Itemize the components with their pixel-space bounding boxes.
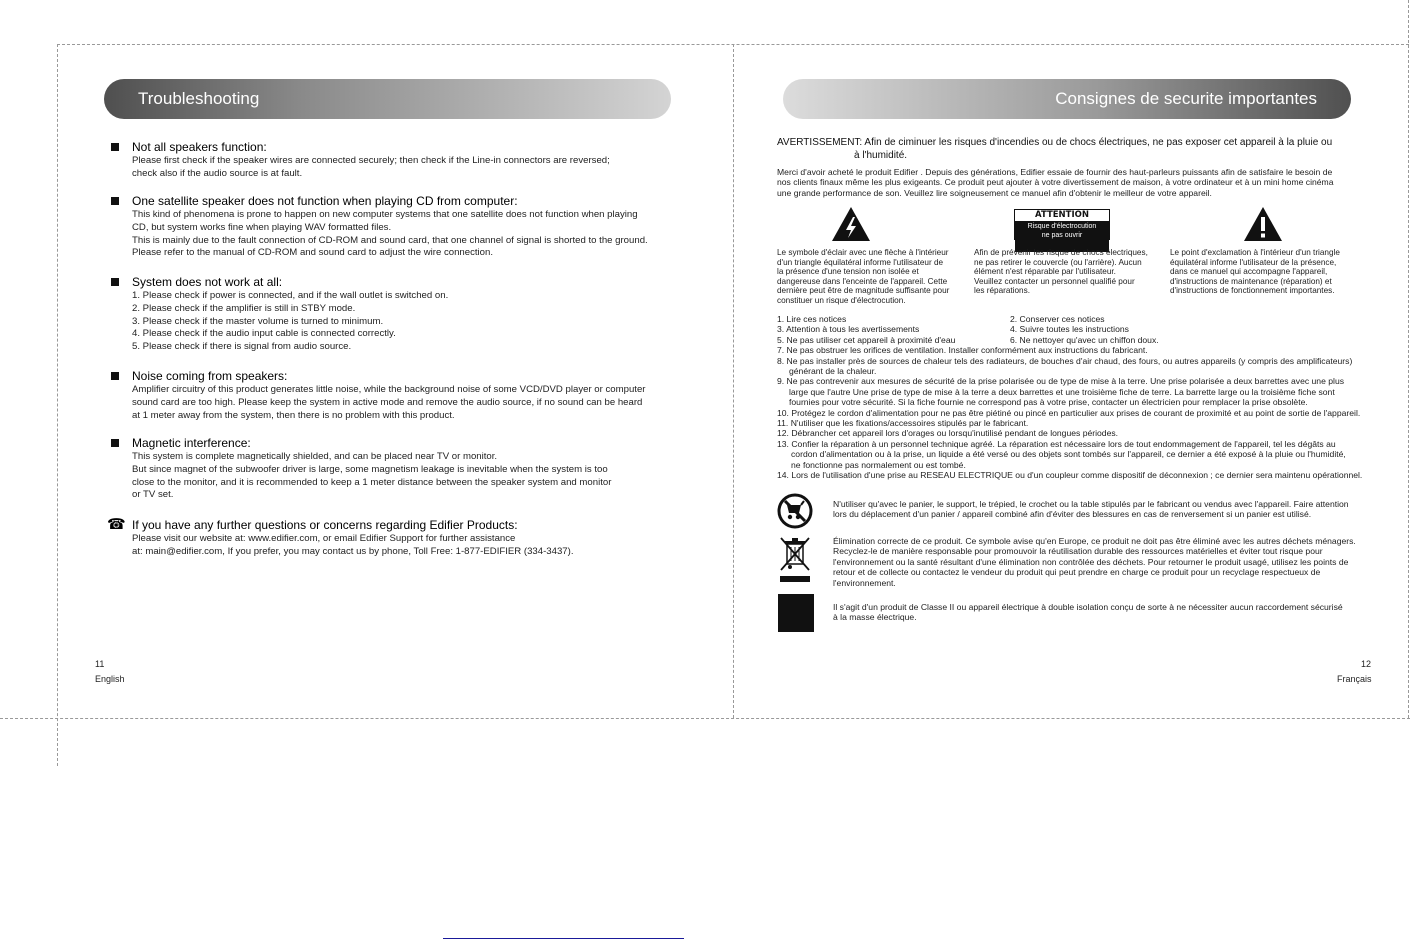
symbol-line: retour et de collecte ou contactez le vendeur du produit qui peut prendre en charge ce produit pour un recyclage respectueux de bbox=[833, 567, 1321, 578]
instruction-pair bbox=[777, 314, 1362, 324]
page-number: 12 bbox=[1361, 659, 1372, 669]
intro-paragraph bbox=[777, 167, 1334, 198]
desc-line: Le symbole d'éclair avec une flèche à l'intérieur bbox=[777, 248, 949, 257]
desc-line: dangereuse dans l'enceinte de l'appareil. Cette bbox=[777, 276, 948, 286]
page-language: Français bbox=[1337, 674, 1372, 684]
right-page bbox=[733, 44, 1409, 718]
desc-line: d'un triangle équilatéral informe l'utilisateur de bbox=[777, 257, 944, 267]
instruction-line: 14. Lors de l'utilisation d'une prise au RESEAU ELECTRIQUE ou d'un coupleur comme dispositif de déconnexion ; ce dernier sera maintenu opérationnel. bbox=[777, 470, 1363, 481]
instruction-item: 5. Ne pas utiliser cet appareil à proximité d'eau bbox=[777, 334, 956, 345]
ts-section-satellite bbox=[109, 194, 648, 260]
instruction-line: 7. Ne pas obstruer les orifices de ventilation. Installer conformément aux instructions du fabricant. bbox=[777, 345, 1148, 356]
desc-line: constituer un risque d'électrocution. bbox=[777, 295, 906, 305]
symbol-line: Recyclez-le de manière responsable pour promouvoir la réutilisation durable des ressources matérielles et éviter tout risque pour bbox=[833, 546, 1323, 557]
instruction-line: 12. Débrancher cet appareil lors d'orages ou lorsqu'inutilisé pendant de longues périodes. bbox=[777, 428, 1119, 439]
body-line: 4. Please check if the audio input cable is connected correctly. bbox=[132, 328, 396, 340]
intro-line: nos clients finaux même les plus exigeants. Ce produit peut ajouter à votre divertissement de maison, à votre ordinateur et à un mini home cinéma bbox=[777, 177, 1334, 188]
bottom-rule bbox=[443, 938, 684, 939]
body-line: check also if the audio source is at fault. bbox=[132, 167, 303, 179]
warning-header bbox=[777, 137, 1332, 162]
ts-section-system bbox=[109, 275, 448, 354]
section-body bbox=[109, 290, 448, 354]
section-title: Noise coming from speakers: bbox=[132, 369, 288, 383]
symbol-line: lors du déplacement d'un panier / appareil combiné afin d'éviter des blessures en cas de renversement si un panier est utilisé. bbox=[833, 509, 1312, 520]
body-line: Amplifier circuitry of this product generates little noise, while the background noise of some VCD/DVD player or computer bbox=[132, 384, 646, 395]
class-ii-text bbox=[833, 602, 1343, 623]
body-line: Please first check if the speaker wires are connected securely; then check if the Line-in connectors are reversed; bbox=[132, 155, 610, 166]
desc-line: équilatéral informe l'utilisateur de la présence, bbox=[1170, 257, 1337, 267]
section-body bbox=[109, 533, 574, 559]
left-page bbox=[57, 44, 733, 718]
section-title: If you have any further questions or concerns regarding Edifier Products: bbox=[132, 518, 518, 532]
instruction-line: 13. Confier la réparation à un personnel technique agréé. La réparation est nécessaire lors de tout endommagement de l'appareil, tel les dégâts au bbox=[777, 438, 1336, 449]
cart-warning-text bbox=[833, 499, 1349, 520]
safety-banner: Consignes de securite importantes bbox=[783, 79, 1351, 119]
lightning-description bbox=[777, 248, 949, 306]
body-line: at 1 meter away from the system, then there is no problem with this product. bbox=[132, 409, 455, 421]
body-line: This kind of phenomena is prone to happen on new computer systems that one satellite does not function when playing bbox=[132, 209, 638, 220]
instruction-line: 8. Ne pas installer près de sources de chaleur tels des radiateurs, de bouches d'air chaud, des fours, ou autres appareils (y compris des amplificateurs) bbox=[777, 355, 1353, 366]
body-line: Please refer to the manual of CD-ROM and sound card to adjust the wire connection. bbox=[132, 247, 494, 259]
desc-line: d'instructions de fonctionnement importantes. bbox=[1170, 286, 1335, 296]
body-line: 1. Please check if power is connected, and if the wall outlet is switched on. bbox=[132, 290, 449, 301]
safety-instructions bbox=[777, 314, 1362, 480]
square-bullet-icon bbox=[111, 278, 119, 286]
desc-line: dernière peut être de magnitude suffisante pour bbox=[777, 286, 950, 296]
disposal-text bbox=[833, 536, 1356, 588]
page-language: English bbox=[95, 674, 125, 684]
desc-line: ne pas retirer le couvercle (ou l'arrière). Aucun bbox=[974, 257, 1142, 267]
warning-line: AVERTISSEMENT: Afin de ciminuer les risques d'incendies ou de chocs électriques, ne pas exposer cet appareil à la pluie ou bbox=[777, 137, 1333, 148]
section-title: System does not work at all: bbox=[132, 275, 283, 289]
body-line: 2. Please check if the amplifier is still in STBY mode. bbox=[132, 302, 356, 314]
instruction-line: cordon d'alimentation ou à la prise, un liquide a été versé ou des objets sont tombés sur l'appareil, ce dernier a été exposé à la pluie ou l'humidité, bbox=[791, 449, 1346, 460]
instruction-line: générant de la chaleur. bbox=[789, 365, 877, 376]
section-title: One satellite speaker does not function when playing CD from computer: bbox=[132, 194, 518, 208]
instruction-pair bbox=[777, 324, 1362, 334]
instruction-pair bbox=[777, 335, 1362, 345]
instruction-line: 11. N'utiliser que les fixations/accessoires stipulés par le fabricant. bbox=[777, 418, 1029, 429]
body-line: sound card are too high. Please keep the system in active mode and remove the audio source, if no sound can be heard bbox=[132, 396, 643, 408]
instruction-item: 4. Suivre toutes les instructions bbox=[1010, 324, 1129, 335]
section-body bbox=[109, 209, 648, 260]
desc-line: Veuillez contacter un personnel qualifié pour bbox=[974, 276, 1135, 286]
body-line: CD, but system works fine when playing WAV formatted files. bbox=[132, 221, 392, 233]
instruction-line: ne fonctionne pas normalement ou est tombé. bbox=[791, 459, 966, 470]
symbol-line: l'environnement. bbox=[833, 577, 896, 588]
instruction-line: large que l'autre Une prise de type de mise à la terre a deux barrettes et une troisième fiche de terre. La barrette large ou la troisième fiche sont bbox=[789, 386, 1335, 397]
desc-line: dans ce manuel qui accompagne l'appareil, bbox=[1170, 267, 1328, 277]
instruction-line: 10. Protégez le cordon d'alimentation pour ne pas être piétiné ou pincé en particulier aux prises de courant de proximité et au point de sortie de l'appareil. bbox=[777, 407, 1361, 418]
section-body bbox=[109, 384, 646, 422]
class-ii-square-icon bbox=[778, 594, 814, 632]
exclamation-description bbox=[1170, 248, 1340, 296]
cart-warning-icon bbox=[777, 493, 813, 529]
symbol-line: à la masse électrique. bbox=[833, 612, 917, 623]
body-line: This system is complete magnetically shielded, and can be placed near TV or monitor. bbox=[132, 451, 498, 462]
attention-description bbox=[974, 248, 1148, 296]
square-bullet-icon bbox=[111, 439, 119, 447]
attention-title: ATTENTION bbox=[1015, 210, 1109, 222]
desc-line: Le point d'exclamation à l'intérieur d'un triangle bbox=[1170, 248, 1340, 257]
ts-section-magnetic bbox=[109, 436, 611, 502]
symbol-line: Élimination correcte de ce produit. Ce symbole avise qu'en Europe, ce produit ne doit pas être éliminé avec les autres déchets ménagers. bbox=[833, 536, 1356, 546]
body-line: 5. Please check if there is signal from audio source. bbox=[132, 341, 352, 353]
troubleshooting-banner: Troubleshooting bbox=[104, 79, 671, 119]
desc-line: d'instructions de maintenance (réparation) et bbox=[1170, 276, 1332, 286]
page-number: 11 bbox=[95, 659, 105, 669]
body-line: This is mainly due to the fault connection of CD-ROM and sound card, that one channel of signal is shorted to the ground. bbox=[132, 234, 648, 246]
section-body bbox=[109, 155, 610, 181]
instruction-item: 1. Lire ces notices bbox=[777, 314, 847, 324]
section-title: Not all speakers function: bbox=[132, 140, 267, 154]
attention-line: ne pas ouvrir bbox=[1041, 231, 1083, 239]
exclamation-triangle-icon bbox=[1243, 206, 1283, 242]
warning-line: à l'humidité. bbox=[854, 149, 908, 161]
desc-line: les réparations. bbox=[974, 286, 1030, 296]
desc-line: la présence d'une tension non isolée et bbox=[777, 267, 919, 277]
instruction-line: fournies pour votre sécurité. Si la fiche fournie ne correspond pas à votre prise, contacter un électricien pour remplacer la prise obsolète. bbox=[789, 397, 1308, 408]
symbol-line: Il s'agit d'un produit de Classe II ou appareil électrique à double isolation conçu de sorte à ne nécessiter aucun raccordement sécurisé bbox=[833, 602, 1343, 612]
square-bullet-icon bbox=[111, 372, 119, 380]
instruction-line: 9. Ne pas contrevenir aux mesures de sécurité de la prise polarisée ou de type de mise à la terre. Une prise polarisée a deux barrettes avec une plus bbox=[777, 376, 1345, 387]
body-line: Please visit our website at: www.edifier.com, or email Edifier Support for further assistance bbox=[132, 533, 516, 544]
section-body bbox=[109, 451, 611, 502]
intro-line: Merci d'avoir acheté le produit Edifier . Depuis des générations, Edifier essaie de fournir des haut-parleurs puissants afin de satisfaire le besoin de bbox=[777, 167, 1333, 177]
body-line: close to the monitor, and it is recommended to keep a 1 meter distance between the speaker system and monitor bbox=[132, 476, 612, 488]
lightning-triangle-icon bbox=[831, 206, 871, 242]
body-line: 3. Please check if the master volume is turned to minimum. bbox=[132, 315, 384, 327]
desc-line: élément n'est réparable par l'utilisateur. bbox=[974, 267, 1116, 277]
attention-box-icon bbox=[1014, 209, 1110, 240]
attention-line: Risque d'électrocution bbox=[1027, 223, 1097, 230]
phone-icon: ☎ bbox=[107, 516, 126, 533]
symbol-line: l'environnement ou la santé résultant d'une élimination non contrôlée des déchets. Pour retourner le produit usagé, utilisez les points de bbox=[833, 556, 1349, 567]
instruction-item: 6. Ne nettoyer qu'avec un chiffon doux. bbox=[1010, 334, 1159, 345]
instruction-item: 3. Attention à tous les avertissements bbox=[777, 324, 920, 335]
square-bullet-icon bbox=[111, 197, 119, 205]
square-bullet-icon bbox=[111, 143, 119, 151]
instruction-item: 2. Conserver ces notices bbox=[1010, 314, 1105, 324]
body-line: at: main@edifier.com, If you prefer, you may contact us by phone, Toll Free: 1-877-EDIFIER (334-3437). bbox=[132, 545, 574, 557]
symbol-line: N'utiliser qu'avec le panier, le support, le trépied, le crochet ou la table stipulés par le fabricant ou vendus avec l'appareil. Faire attention bbox=[833, 499, 1349, 509]
body-line: or TV set. bbox=[132, 489, 174, 501]
crop-line-bottom bbox=[0, 718, 1410, 719]
desc-line: Afin de prévenir les risque de chocs électriques, bbox=[974, 248, 1148, 257]
ts-section-noise bbox=[109, 369, 646, 422]
body-line: But since magnet of the subwoofer driver is large, some magnetism leakage is inevitable when the system is too bbox=[132, 463, 608, 475]
ts-section-speakers bbox=[109, 140, 610, 181]
crossed-bin-icon bbox=[778, 536, 812, 586]
intro-line: une grande performance de son. Veuillez lire soigneusement ce manuel afin d'obtenir le meilleur de votre appareil. bbox=[777, 187, 1212, 198]
ts-section-contact bbox=[109, 518, 574, 559]
section-title: Magnetic interference: bbox=[132, 436, 251, 450]
